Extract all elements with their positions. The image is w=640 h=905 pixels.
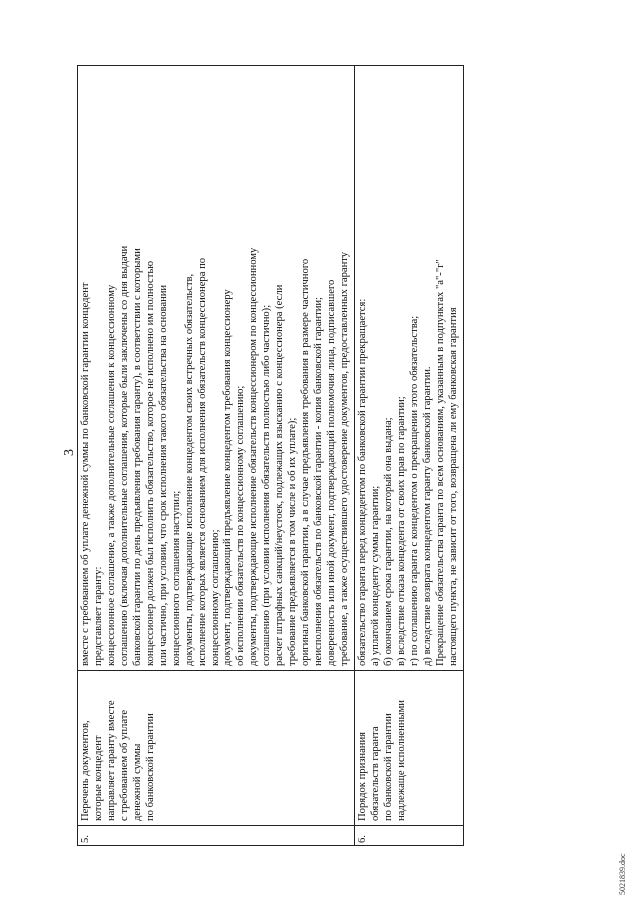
table-body bbox=[78, 66, 464, 846]
name-line: надлежаще исполненными bbox=[395, 700, 407, 821]
row-name bbox=[355, 671, 464, 826]
row-content bbox=[78, 66, 355, 671]
name-line: Перечень документов, bbox=[80, 720, 91, 821]
content-line: Прекращение обязательства гаранта по всем основаниям, указанным в подпунктах "а"-"г" bbox=[434, 259, 446, 666]
content-line: вместе с требованием об уплате денежной суммы по банковской гарантии концедент bbox=[80, 282, 91, 666]
row-name bbox=[78, 671, 355, 826]
content-line: неисполнения обязательств по банковской гарантии - копия банковской гарантии; bbox=[313, 296, 325, 666]
name-line: с требованием об уплате bbox=[118, 709, 130, 821]
content-line: расчет штрафных санкций/неустоек, подлежащих взысканию с концессионера (если bbox=[274, 284, 286, 666]
content-line: требование, а также осуществившего удостоверение документов, предоставленных гаранту bbox=[339, 251, 351, 666]
content-line: концессионного соглашения наступил; bbox=[170, 490, 182, 666]
page-number: 3 bbox=[62, 449, 77, 456]
name-line: денежной суммы bbox=[131, 743, 143, 821]
content-line: исполнение которых является основанием для исполнения обязательств концессионера по bbox=[196, 257, 208, 666]
content-line: д) вследствие возврата концедентом гаранту банковской гарантии. bbox=[421, 366, 433, 666]
name-line: обязательств гаранта bbox=[369, 726, 381, 821]
name-line: по банковской гарантии bbox=[144, 713, 156, 821]
content-line: в) вследствие отказа концедента от своих прав по гарантии; bbox=[395, 396, 407, 666]
content-line: настоящего пункта, не зависит от того, возвращена ли ему банковская гарантия bbox=[447, 307, 459, 666]
content-line: концессионное соглашение, а также дополнительные соглашения к концессионному bbox=[105, 284, 117, 666]
content-line: б) окончанием срока гарантии, на который она выдана; bbox=[382, 417, 394, 666]
row-number: 6. bbox=[355, 826, 464, 846]
content-line: документ, подтверждающий предъявление концедентом требования концессионеру bbox=[222, 289, 234, 666]
name-line: которые концедент bbox=[92, 735, 104, 821]
name-line: Порядок признания bbox=[357, 731, 369, 821]
row-number: 5. bbox=[78, 826, 355, 846]
content-line: концессионер должен был исполнить обязательство, которое не исполнено им полностью bbox=[144, 260, 156, 666]
guarantee-terms-table bbox=[77, 65, 464, 846]
name-line: направляет гаранту вместе bbox=[105, 700, 117, 821]
table-row bbox=[355, 66, 464, 846]
table-row bbox=[78, 66, 355, 846]
row-content bbox=[355, 66, 464, 671]
content-line: документы, подтверждающие исполнение концедентом своих встречных обязательств, bbox=[183, 273, 195, 666]
content-line: обязательство гаранта перед концедентом по банковской гарантии прекращается: bbox=[357, 298, 369, 666]
content-line: доверенность или иной документ, подтверждающий полномочия лица, подписавшего bbox=[326, 279, 338, 666]
content-line: концессионному соглашению; bbox=[209, 529, 221, 666]
content-line: банковской гарантии по день предъявления требования гаранту), в соответствии с которыми bbox=[131, 248, 143, 666]
content-line: требование предъявляется в том числе и об их уплате); bbox=[287, 417, 299, 666]
content-line: об исполнении обязательств по концессионному соглашению; bbox=[235, 385, 247, 666]
file-name: 5021839.doc bbox=[618, 853, 627, 895]
name-line: по банковской гарантии bbox=[382, 713, 394, 821]
content-line: а) уплатой концеденту суммы гарантии; bbox=[369, 485, 381, 666]
content-line: соглашению (при условии исполнения обязательств полностью либо частично); bbox=[261, 304, 273, 666]
content-line: или частично, при условии, что срок исполнения такого обязательства на основании bbox=[157, 284, 169, 666]
content-line: соглашению (включая дополнительные соглашения, которые были заключены со дня выдачи bbox=[118, 245, 130, 666]
content-line: оригинал банковской гарантии, а в случае предъявления требования в размере частичного bbox=[300, 258, 312, 666]
content-line: представляет гаранту: bbox=[92, 566, 104, 666]
content-line: г) по соглашению гаранта с концедентом о прекращении этого обязательства; bbox=[408, 315, 420, 666]
content-line: документы, подтверждающие исполнение обязательств концессионером по концессионному bbox=[248, 247, 260, 666]
